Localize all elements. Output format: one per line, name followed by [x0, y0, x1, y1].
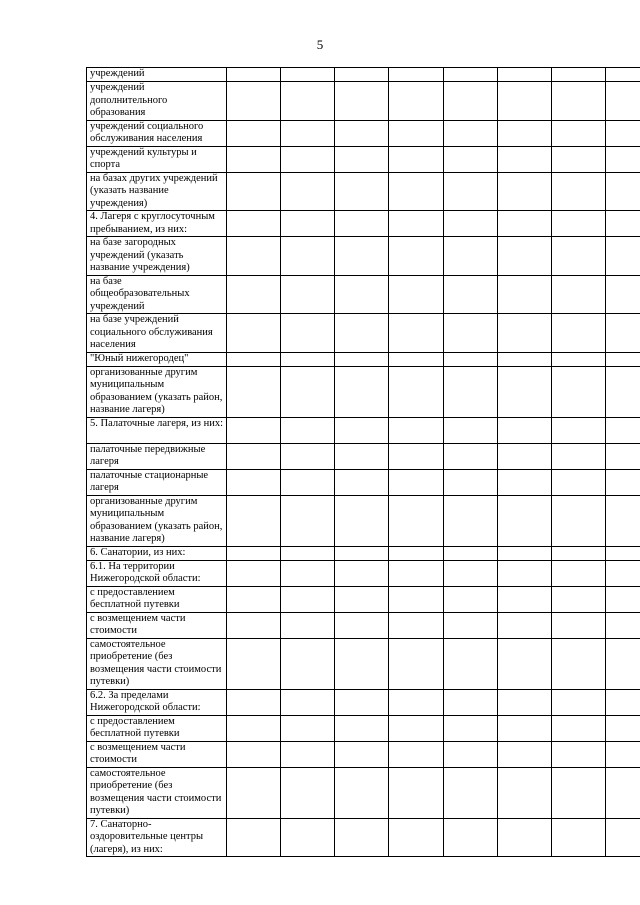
value-cell[interactable] — [497, 767, 551, 818]
value-cell[interactable] — [281, 612, 335, 638]
value-cell[interactable] — [605, 443, 640, 469]
value-cell[interactable] — [443, 417, 497, 443]
value-cell[interactable] — [605, 546, 640, 560]
table-row — [87, 469, 640, 495]
value-cell[interactable] — [389, 211, 443, 237]
table-row — [87, 68, 640, 82]
value-cell[interactable] — [605, 689, 640, 715]
value-cell[interactable] — [443, 469, 497, 495]
value-cell[interactable] — [281, 443, 335, 469]
value-cell[interactable] — [497, 146, 551, 172]
value-cell[interactable] — [227, 211, 281, 237]
row-label: с возмещением части стоимости — [87, 741, 227, 767]
row-label: самостоятельное приобретение (без возмещения части стоимости путевки) — [87, 767, 227, 818]
table-row — [87, 638, 640, 689]
value-cell[interactable] — [497, 352, 551, 366]
value-cell[interactable] — [443, 120, 497, 146]
value-cell[interactable] — [551, 68, 605, 82]
value-cell[interactable] — [335, 638, 389, 689]
value-cell[interactable] — [335, 741, 389, 767]
value-cell[interactable] — [443, 352, 497, 366]
table-row — [87, 366, 640, 417]
table-row — [87, 560, 640, 586]
value-cell[interactable] — [335, 586, 389, 612]
value-cell[interactable] — [443, 443, 497, 469]
value-cell[interactable] — [227, 612, 281, 638]
value-cell[interactable] — [335, 689, 389, 715]
row-label: учреждений — [87, 68, 227, 82]
value-cell[interactable] — [389, 68, 443, 82]
value-cell[interactable] — [281, 82, 335, 121]
value-cell[interactable] — [443, 818, 497, 857]
table-row — [87, 741, 640, 767]
value-cell[interactable] — [497, 172, 551, 211]
value-cell[interactable] — [443, 366, 497, 417]
table-row — [87, 314, 640, 353]
value-cell[interactable] — [443, 767, 497, 818]
value-cell[interactable] — [281, 120, 335, 146]
value-cell[interactable] — [227, 366, 281, 417]
value-cell[interactable] — [389, 120, 443, 146]
value-cell[interactable] — [605, 146, 640, 172]
row-label: 4. Лагеря с круглосуточным пребыванием, из них: — [87, 211, 227, 237]
row-label: организованные другим муниципальным образованием (указать район, название лагеря) — [87, 366, 227, 417]
table-body — [87, 68, 640, 857]
value-cell[interactable] — [227, 689, 281, 715]
value-cell[interactable] — [443, 741, 497, 767]
value-cell[interactable] — [335, 443, 389, 469]
value-cell[interactable] — [335, 366, 389, 417]
value-cell[interactable] — [281, 237, 335, 276]
row-label: на базе общеобразовательных учреждений — [87, 275, 227, 314]
table-row — [87, 546, 640, 560]
row-label: 5. Палаточные лагеря, из них: — [87, 417, 227, 443]
row-label: организованные другим муниципальным образованием (указать район, название лагеря) — [87, 495, 227, 546]
value-cell[interactable] — [497, 68, 551, 82]
value-cell[interactable] — [389, 366, 443, 417]
value-cell[interactable] — [605, 715, 640, 741]
value-cell[interactable] — [335, 146, 389, 172]
value-cell[interactable] — [335, 767, 389, 818]
value-cell[interactable] — [389, 82, 443, 121]
table-row — [87, 715, 640, 741]
value-cell[interactable] — [605, 211, 640, 237]
value-cell[interactable] — [551, 689, 605, 715]
row-label: палаточные передвижные лагеря — [87, 443, 227, 469]
value-cell[interactable] — [227, 314, 281, 353]
value-cell[interactable] — [389, 314, 443, 353]
value-cell[interactable] — [605, 314, 640, 353]
table-row — [87, 82, 640, 121]
value-cell[interactable] — [497, 275, 551, 314]
value-cell[interactable] — [389, 612, 443, 638]
value-cell[interactable] — [497, 560, 551, 586]
value-cell[interactable] — [443, 638, 497, 689]
value-cell[interactable] — [227, 443, 281, 469]
row-label: учреждений культуры и спорта — [87, 146, 227, 172]
value-cell[interactable] — [551, 275, 605, 314]
row-label: на базе загородных учреждений (указать название учреждения) — [87, 237, 227, 276]
table-row — [87, 612, 640, 638]
value-cell[interactable] — [389, 818, 443, 857]
value-cell[interactable] — [281, 818, 335, 857]
value-cell[interactable] — [335, 172, 389, 211]
value-cell[interactable] — [227, 417, 281, 443]
value-cell[interactable] — [389, 443, 443, 469]
value-cell[interactable] — [227, 146, 281, 172]
value-cell[interactable] — [281, 366, 335, 417]
value-cell[interactable] — [281, 560, 335, 586]
report-table — [86, 67, 640, 857]
value-cell[interactable] — [335, 495, 389, 546]
table-row — [87, 767, 640, 818]
row-label: учреждений дополнительного образования — [87, 82, 227, 121]
value-cell[interactable] — [551, 546, 605, 560]
value-cell[interactable] — [605, 741, 640, 767]
value-cell[interactable] — [605, 275, 640, 314]
value-cell[interactable] — [281, 146, 335, 172]
value-cell[interactable] — [281, 495, 335, 546]
table-row — [87, 495, 640, 546]
value-cell[interactable] — [281, 715, 335, 741]
value-cell[interactable] — [335, 314, 389, 353]
value-cell[interactable] — [335, 469, 389, 495]
table-row — [87, 417, 640, 443]
value-cell[interactable] — [605, 417, 640, 443]
value-cell[interactable] — [497, 443, 551, 469]
value-cell[interactable] — [281, 469, 335, 495]
value-cell[interactable] — [227, 767, 281, 818]
value-cell[interactable] — [389, 560, 443, 586]
value-cell[interactable] — [335, 68, 389, 82]
value-cell[interactable] — [497, 211, 551, 237]
value-cell[interactable] — [551, 417, 605, 443]
value-cell[interactable] — [497, 818, 551, 857]
row-label: учреждений социального обслуживания населения — [87, 120, 227, 146]
value-cell[interactable] — [605, 560, 640, 586]
table-row — [87, 689, 640, 715]
value-cell[interactable] — [227, 586, 281, 612]
value-cell[interactable] — [605, 68, 640, 82]
value-cell[interactable] — [551, 146, 605, 172]
value-cell[interactable] — [551, 818, 605, 857]
value-cell[interactable] — [443, 495, 497, 546]
value-cell[interactable] — [227, 818, 281, 857]
row-label: с предоставлением бесплатной путевки — [87, 586, 227, 612]
value-cell[interactable] — [551, 715, 605, 741]
value-cell[interactable] — [605, 818, 640, 857]
value-cell[interactable] — [497, 469, 551, 495]
value-cell[interactable] — [497, 546, 551, 560]
value-cell[interactable] — [281, 211, 335, 237]
value-cell[interactable] — [389, 495, 443, 546]
table-row — [87, 443, 640, 469]
value-cell[interactable] — [335, 612, 389, 638]
value-cell[interactable] — [227, 741, 281, 767]
value-cell[interactable] — [605, 82, 640, 121]
value-cell[interactable] — [605, 172, 640, 211]
value-cell[interactable] — [497, 612, 551, 638]
value-cell[interactable] — [389, 767, 443, 818]
value-cell[interactable] — [551, 443, 605, 469]
value-cell[interactable] — [551, 314, 605, 353]
value-cell[interactable] — [227, 120, 281, 146]
row-label: 6.2. За пределами Нижегородской области: — [87, 689, 227, 715]
value-cell[interactable] — [605, 767, 640, 818]
value-cell[interactable] — [497, 417, 551, 443]
value-cell[interactable] — [389, 586, 443, 612]
value-cell[interactable] — [389, 546, 443, 560]
value-cell[interactable] — [335, 352, 389, 366]
value-cell[interactable] — [551, 211, 605, 237]
value-cell[interactable] — [281, 546, 335, 560]
table-row — [87, 818, 640, 857]
value-cell[interactable] — [389, 638, 443, 689]
value-cell[interactable] — [389, 172, 443, 211]
value-cell[interactable] — [281, 586, 335, 612]
value-cell[interactable] — [605, 586, 640, 612]
value-cell[interactable] — [227, 638, 281, 689]
table-row — [87, 586, 640, 612]
value-cell[interactable] — [551, 767, 605, 818]
value-cell[interactable] — [443, 211, 497, 237]
value-cell[interactable] — [443, 82, 497, 121]
value-cell[interactable] — [281, 638, 335, 689]
value-cell[interactable] — [389, 237, 443, 276]
value-cell[interactable] — [605, 495, 640, 546]
value-cell[interactable] — [497, 237, 551, 276]
table-row — [87, 211, 640, 237]
value-cell[interactable] — [335, 818, 389, 857]
row-label: с предоставлением бесплатной путевки — [87, 715, 227, 741]
table-row — [87, 146, 640, 172]
value-cell[interactable] — [497, 586, 551, 612]
value-cell[interactable] — [227, 352, 281, 366]
value-cell[interactable] — [551, 82, 605, 121]
page-number: 5 — [316, 37, 324, 52]
value-cell[interactable] — [497, 689, 551, 715]
row-label: на базах других учреждений (указать название учреждения) — [87, 172, 227, 211]
value-cell[interactable] — [605, 366, 640, 417]
value-cell[interactable] — [335, 715, 389, 741]
value-cell[interactable] — [605, 638, 640, 689]
value-cell[interactable] — [551, 352, 605, 366]
value-cell[interactable] — [335, 546, 389, 560]
value-cell[interactable] — [389, 352, 443, 366]
value-cell[interactable] — [227, 469, 281, 495]
value-cell[interactable] — [551, 172, 605, 211]
value-cell[interactable] — [227, 172, 281, 211]
value-cell[interactable] — [497, 366, 551, 417]
value-cell[interactable] — [551, 741, 605, 767]
value-cell[interactable] — [551, 612, 605, 638]
value-cell[interactable] — [227, 82, 281, 121]
value-cell[interactable] — [281, 68, 335, 82]
value-cell[interactable] — [335, 275, 389, 314]
value-cell[interactable] — [281, 417, 335, 443]
value-cell[interactable] — [497, 314, 551, 353]
row-label: палаточные стационарные лагеря — [87, 469, 227, 495]
value-cell[interactable] — [605, 469, 640, 495]
value-cell[interactable] — [551, 586, 605, 612]
table-row — [87, 172, 640, 211]
value-cell[interactable] — [335, 237, 389, 276]
value-cell[interactable] — [335, 211, 389, 237]
value-cell[interactable] — [443, 715, 497, 741]
value-cell[interactable] — [389, 689, 443, 715]
value-cell[interactable] — [389, 469, 443, 495]
value-cell[interactable] — [281, 314, 335, 353]
row-label: 6. Санатории, из них: — [87, 546, 227, 560]
table-row — [87, 352, 640, 366]
value-cell[interactable] — [443, 612, 497, 638]
value-cell[interactable] — [227, 560, 281, 586]
value-cell[interactable] — [227, 237, 281, 276]
table-row — [87, 275, 640, 314]
value-cell[interactable] — [605, 237, 640, 276]
value-cell[interactable] — [497, 741, 551, 767]
value-cell[interactable] — [389, 741, 443, 767]
value-cell[interactable] — [443, 146, 497, 172]
value-cell[interactable] — [497, 638, 551, 689]
value-cell[interactable] — [551, 638, 605, 689]
value-cell[interactable] — [227, 546, 281, 560]
table-row — [87, 237, 640, 276]
value-cell[interactable] — [551, 237, 605, 276]
value-cell[interactable] — [497, 715, 551, 741]
value-cell[interactable] — [551, 469, 605, 495]
value-cell[interactable] — [551, 120, 605, 146]
value-cell[interactable] — [443, 689, 497, 715]
value-cell[interactable] — [497, 120, 551, 146]
value-cell[interactable] — [335, 417, 389, 443]
value-cell[interactable] — [335, 560, 389, 586]
value-cell[interactable] — [443, 586, 497, 612]
row-label: "Юный нижегородец" — [87, 352, 227, 366]
value-cell[interactable] — [389, 417, 443, 443]
value-cell[interactable] — [497, 82, 551, 121]
row-label: 7. Санаторно-оздоровительные центры (лагеря), из них: — [87, 818, 227, 857]
value-cell[interactable] — [605, 612, 640, 638]
value-cell[interactable] — [281, 767, 335, 818]
value-cell[interactable] — [443, 275, 497, 314]
value-cell[interactable] — [227, 495, 281, 546]
value-cell[interactable] — [281, 741, 335, 767]
value-cell[interactable] — [551, 495, 605, 546]
row-label: на базе учреждений социального обслуживания населения — [87, 314, 227, 353]
value-cell[interactable] — [227, 68, 281, 82]
value-cell[interactable] — [443, 68, 497, 82]
value-cell[interactable] — [443, 237, 497, 276]
value-cell[interactable] — [281, 275, 335, 314]
value-cell[interactable] — [389, 715, 443, 741]
value-cell[interactable] — [443, 172, 497, 211]
value-cell[interactable] — [605, 120, 640, 146]
row-label: самостоятельное приобретение (без возмещения части стоимости путевки) — [87, 638, 227, 689]
value-cell[interactable] — [335, 82, 389, 121]
value-cell[interactable] — [605, 352, 640, 366]
value-cell[interactable] — [281, 689, 335, 715]
value-cell[interactable] — [281, 352, 335, 366]
row-label: 6.1. На территории Нижегородской области: — [87, 560, 227, 586]
value-cell[interactable] — [443, 314, 497, 353]
value-cell[interactable] — [389, 146, 443, 172]
value-cell[interactable] — [281, 172, 335, 211]
table-row — [87, 120, 640, 146]
value-cell[interactable] — [227, 275, 281, 314]
value-cell[interactable] — [497, 495, 551, 546]
value-cell[interactable] — [551, 560, 605, 586]
value-cell[interactable] — [227, 715, 281, 741]
value-cell[interactable] — [389, 275, 443, 314]
value-cell[interactable] — [443, 546, 497, 560]
value-cell[interactable] — [443, 560, 497, 586]
value-cell[interactable] — [551, 366, 605, 417]
row-label: с возмещением части стоимости — [87, 612, 227, 638]
value-cell[interactable] — [335, 120, 389, 146]
